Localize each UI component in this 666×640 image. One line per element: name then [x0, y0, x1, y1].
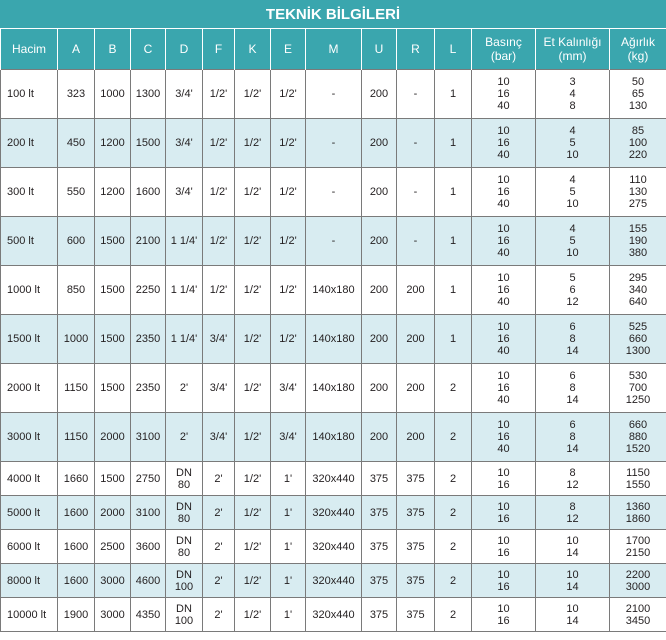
table-cell: 10 16 40 [472, 315, 536, 364]
table-cell: 3000 [95, 564, 131, 598]
table-cell: 1500 [131, 119, 166, 168]
column-header: A [58, 29, 95, 70]
table-cell: 2350 [131, 315, 166, 364]
column-header: Et Kalınlığı (mm) [536, 29, 610, 70]
table-cell: 1/2' [235, 119, 271, 168]
table-cell: DN 100 [166, 564, 203, 598]
volume-cell: 8000 lt [1, 564, 58, 598]
table-cell: 1600 [58, 530, 95, 564]
table-cell: 3/4' [203, 315, 235, 364]
table-cell: - [306, 217, 362, 266]
volume-cell: 5000 lt [1, 496, 58, 530]
table-cell: 140x180 [306, 364, 362, 413]
table-cell: 50 65 130 [610, 70, 666, 119]
table-cell: 600 [58, 217, 95, 266]
table-row [1, 364, 666, 413]
table-cell: 1 [435, 217, 472, 266]
table-cell: DN 100 [166, 598, 203, 632]
table-cell: 1150 1550 [610, 462, 666, 496]
table-cell: 3600 [131, 530, 166, 564]
table-cell: 10 16 [472, 496, 536, 530]
table-cell: 450 [58, 119, 95, 168]
table-cell: 375 [397, 530, 435, 564]
table-row [1, 462, 666, 496]
table-cell: 3/4' [271, 364, 306, 413]
table-cell: 4 5 10 [536, 168, 610, 217]
volume-cell: 4000 lt [1, 462, 58, 496]
table-cell: 320x440 [306, 530, 362, 564]
table-cell: 2000 [95, 496, 131, 530]
table-cell: - [306, 119, 362, 168]
table-cell: 375 [362, 564, 397, 598]
table-cell: 1/2' [235, 70, 271, 119]
column-header: U [362, 29, 397, 70]
volume-cell: 6000 lt [1, 530, 58, 564]
table-cell: 2' [203, 496, 235, 530]
table-cell: 2 [435, 413, 472, 462]
table-cell: 140x180 [306, 266, 362, 315]
table-cell: 1900 [58, 598, 95, 632]
table-cell: 200 [362, 217, 397, 266]
table-cell: 200 [397, 364, 435, 413]
column-header: Basınç (bar) [472, 29, 536, 70]
table-cell: 4 5 10 [536, 119, 610, 168]
table-cell: 320x440 [306, 496, 362, 530]
table-cell: 10 16 [472, 530, 536, 564]
table-cell: 1600 [131, 168, 166, 217]
table-cell: 5 6 12 [536, 266, 610, 315]
table-cell: 1500 [95, 266, 131, 315]
table-cell: 2 [435, 364, 472, 413]
table-cell: 2100 [131, 217, 166, 266]
table-cell: 1/2' [203, 217, 235, 266]
table-cell: 200 [362, 413, 397, 462]
table-cell: 2' [203, 598, 235, 632]
table-cell: 10 16 [472, 598, 536, 632]
table-cell: 1' [271, 530, 306, 564]
table-cell: 200 [362, 364, 397, 413]
table-cell: 1/2' [235, 413, 271, 462]
column-header: B [95, 29, 131, 70]
table-cell: 3/4' [166, 168, 203, 217]
table-cell: 1360 1860 [610, 496, 666, 530]
table-cell: 375 [397, 564, 435, 598]
table-cell: 1500 [95, 217, 131, 266]
table-cell: DN 80 [166, 496, 203, 530]
table-cell: 3/4' [166, 119, 203, 168]
table-cell: 200 [397, 315, 435, 364]
table-cell: 1660 [58, 462, 95, 496]
table-cell: - [306, 168, 362, 217]
table-row [1, 266, 666, 315]
table-cell: 2100 3450 [610, 598, 666, 632]
table-row [1, 598, 666, 632]
table-title: TEKNİK BİLGİLERİ [0, 0, 666, 29]
table-cell: 1200 [95, 119, 131, 168]
table-cell: 1/2' [235, 598, 271, 632]
volume-cell: 200 lt [1, 119, 58, 168]
table-cell: 4350 [131, 598, 166, 632]
table-cell: 1 [435, 315, 472, 364]
table-cell: 1 [435, 119, 472, 168]
table-cell: 1/2' [203, 266, 235, 315]
header-row [1, 29, 666, 70]
volume-cell: 10000 lt [1, 598, 58, 632]
table-row [1, 564, 666, 598]
table-cell: 10 14 [536, 530, 610, 564]
table-cell: 2200 3000 [610, 564, 666, 598]
table-cell: 323 [58, 70, 95, 119]
table-cell: 85 100 220 [610, 119, 666, 168]
column-header: L [435, 29, 472, 70]
table-cell: 200 [362, 266, 397, 315]
table-cell: 10 16 40 [472, 70, 536, 119]
table-cell: 375 [362, 496, 397, 530]
table-row [1, 496, 666, 530]
table-cell: 1/2' [235, 168, 271, 217]
table-cell: 1/2' [203, 70, 235, 119]
table-cell: 320x440 [306, 598, 362, 632]
table-cell: 2 [435, 564, 472, 598]
table-cell: 3000 [95, 598, 131, 632]
volume-cell: 300 lt [1, 168, 58, 217]
table-row [1, 119, 666, 168]
table-cell: 320x440 [306, 462, 362, 496]
table-cell: 2 [435, 530, 472, 564]
table-cell: 140x180 [306, 413, 362, 462]
table-cell: 2' [203, 462, 235, 496]
table-cell: 375 [397, 598, 435, 632]
table-cell: 10 16 40 [472, 266, 536, 315]
table-cell: 3/4' [203, 364, 235, 413]
table-cell: 4600 [131, 564, 166, 598]
table-cell: 2350 [131, 364, 166, 413]
table-cell: 525 660 1300 [610, 315, 666, 364]
column-header: D [166, 29, 203, 70]
table-cell: 1000 [58, 315, 95, 364]
table-cell: 10 16 [472, 462, 536, 496]
table-cell: 375 [397, 462, 435, 496]
volume-cell: 500 lt [1, 217, 58, 266]
column-header: R [397, 29, 435, 70]
column-header: E [271, 29, 306, 70]
table-cell: - [397, 119, 435, 168]
table-cell: 295 340 640 [610, 266, 666, 315]
table-cell: 3100 [131, 496, 166, 530]
table-cell: 200 [362, 315, 397, 364]
table-row [1, 315, 666, 364]
table-cell: 1/2' [271, 70, 306, 119]
table-cell: 200 [397, 266, 435, 315]
table-cell: 2000 [95, 413, 131, 462]
table-cell: 2 [435, 462, 472, 496]
table-cell: 110 130 275 [610, 168, 666, 217]
table-cell: 10 16 40 [472, 119, 536, 168]
volume-cell: 100 lt [1, 70, 58, 119]
column-header: M [306, 29, 362, 70]
table-cell: 530 700 1250 [610, 364, 666, 413]
table-cell: 10 16 40 [472, 364, 536, 413]
table-cell: 2 [435, 598, 472, 632]
table-cell: 1 1/4' [166, 315, 203, 364]
table-cell: 1/2' [271, 266, 306, 315]
table-row [1, 168, 666, 217]
table-cell: 3 4 8 [536, 70, 610, 119]
table-cell: 6 8 14 [536, 364, 610, 413]
volume-cell: 3000 lt [1, 413, 58, 462]
table-cell: 2' [203, 530, 235, 564]
table-cell: 2750 [131, 462, 166, 496]
table-cell: 3100 [131, 413, 166, 462]
column-header: K [235, 29, 271, 70]
table-cell: 2250 [131, 266, 166, 315]
table-cell: 3/4' [166, 70, 203, 119]
table-cell: 10 16 40 [472, 413, 536, 462]
table-cell: 1/2' [271, 217, 306, 266]
table-cell: 1/2' [235, 530, 271, 564]
table-cell: 375 [362, 530, 397, 564]
table-row [1, 70, 666, 119]
table-cell: - [397, 168, 435, 217]
table-cell: 8 12 [536, 462, 610, 496]
table-cell: 2 [435, 496, 472, 530]
table-cell: 1/2' [235, 315, 271, 364]
table-cell: 1/2' [235, 364, 271, 413]
table-cell: 6 8 14 [536, 315, 610, 364]
table-row [1, 217, 666, 266]
table-cell: DN 80 [166, 530, 203, 564]
table-cell: 850 [58, 266, 95, 315]
table-cell: 200 [362, 168, 397, 217]
column-header: F [203, 29, 235, 70]
table-body [1, 70, 666, 632]
table-cell: 8 12 [536, 496, 610, 530]
table-cell: 1/2' [203, 168, 235, 217]
table-cell: 1' [271, 462, 306, 496]
table-cell: - [306, 70, 362, 119]
table-cell: 1300 [131, 70, 166, 119]
table-cell: - [397, 217, 435, 266]
table-cell: 1000 [95, 70, 131, 119]
table-cell: 10 14 [536, 598, 610, 632]
table-cell: 1/2' [271, 315, 306, 364]
table-cell: 1/2' [235, 496, 271, 530]
table-cell: 140x180 [306, 315, 362, 364]
table-cell: 2500 [95, 530, 131, 564]
table-row [1, 530, 666, 564]
table-cell: 200 [362, 119, 397, 168]
table-cell: 200 [397, 413, 435, 462]
table-cell: 1500 [95, 315, 131, 364]
column-header: Hacim [1, 29, 58, 70]
table-cell: 375 [362, 598, 397, 632]
table-cell: 550 [58, 168, 95, 217]
table-cell: 1 [435, 168, 472, 217]
table-cell: 10 16 40 [472, 217, 536, 266]
volume-cell: 1500 lt [1, 315, 58, 364]
table-cell: 1/2' [271, 119, 306, 168]
table-cell: 1' [271, 598, 306, 632]
table-cell: 1/2' [235, 217, 271, 266]
table-cell: 10 14 [536, 564, 610, 598]
table-cell: 1/2' [271, 168, 306, 217]
table-cell: 1/2' [235, 564, 271, 598]
table-cell: 320x440 [306, 564, 362, 598]
table-cell: 375 [362, 462, 397, 496]
volume-cell: 2000 lt [1, 364, 58, 413]
table-cell: 2' [166, 364, 203, 413]
table-cell: 1/2' [235, 462, 271, 496]
table-cell: 3/4' [203, 413, 235, 462]
table-cell: 1700 2150 [610, 530, 666, 564]
table-cell: 1 [435, 70, 472, 119]
table-cell: DN 80 [166, 462, 203, 496]
table-cell: 10 16 [472, 564, 536, 598]
table-cell: 2' [166, 413, 203, 462]
table-row [1, 413, 666, 462]
table-cell: 1 [435, 266, 472, 315]
table-cell: 1' [271, 496, 306, 530]
table-cell: 1600 [58, 564, 95, 598]
table-cell: 660 880 1520 [610, 413, 666, 462]
table-cell: 6 8 14 [536, 413, 610, 462]
table-cell: 1500 [95, 364, 131, 413]
table-cell: - [397, 70, 435, 119]
column-header: C [131, 29, 166, 70]
table-cell: 1/2' [203, 119, 235, 168]
table-cell: 1500 [95, 462, 131, 496]
table-cell: 155 190 380 [610, 217, 666, 266]
table-cell: 3/4' [271, 413, 306, 462]
table-cell: 1150 [58, 413, 95, 462]
table-cell: 4 5 10 [536, 217, 610, 266]
table-cell: 10 16 40 [472, 168, 536, 217]
table-cell: 375 [397, 496, 435, 530]
table-cell: 1600 [58, 496, 95, 530]
table-cell: 200 [362, 70, 397, 119]
volume-cell: 1000 lt [1, 266, 58, 315]
table-cell: 2' [203, 564, 235, 598]
table-cell: 1 1/4' [166, 217, 203, 266]
table-cell: 1200 [95, 168, 131, 217]
technical-specs-table [0, 29, 666, 632]
table-cell: 1 1/4' [166, 266, 203, 315]
table-cell: 1150 [58, 364, 95, 413]
column-header: Ağırlık (kg) [610, 29, 666, 70]
table-cell: 1' [271, 564, 306, 598]
table-cell: 1/2' [235, 266, 271, 315]
